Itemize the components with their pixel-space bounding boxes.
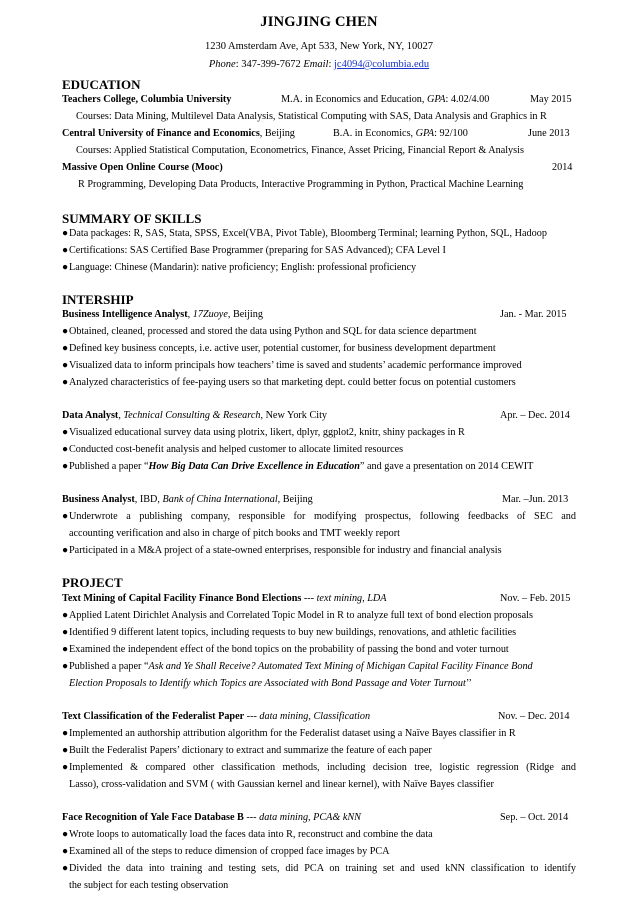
p1-header: Text Mining of Capital Facility Finance Bond Elections --- text mining, LDA — [62, 593, 387, 604]
job1-item: ●Defined key business concepts, i.e. active user, potential customer, for business development department — [62, 343, 496, 354]
candidate-name: JINGJING CHEN — [260, 14, 378, 30]
skill-item: ●Language: Chinese (Mandarin): native proficiency; English: professional proficiency — [62, 262, 417, 273]
tc-school: Teachers College, Columbia University — [62, 94, 232, 105]
email-link[interactable]: jc4094@columbia.edu — [334, 59, 430, 70]
job2-header: Data Analyst, Technical Consulting & Research, New York City — [62, 410, 327, 421]
job1-item: ●Analyzed characteristics of fee-paying users so that marketing dept. could better focus on potential customers — [62, 377, 516, 388]
skill-item: ●Certifications: SAS Certified Base Programmer (preparing for SAS Advanced); CFA Level I — [62, 245, 446, 256]
tc-degree: M.A. in Economics and Education, GPA: 4.02/4.00 — [281, 94, 490, 105]
phone: 347-399-7672 — [241, 59, 301, 70]
tc-date: May 2015 — [530, 94, 572, 105]
p3-item: ●Divided the data into training and testing sets, did PCA on training set and used kNN classification to identify — [62, 863, 576, 874]
p2-date: Nov. – Dec. 2014 — [498, 711, 570, 722]
skills-heading: SUMMARY OF SKILLS — [62, 211, 202, 226]
job3-item: ●Participated in a M&A project of a state-owned enterprises, responsible for industry and financial analysis — [62, 545, 502, 556]
cufe-courses: Courses: Applied Statistical Computation, Econometrics, Finance, Asset Pricing, Financial Report & Analysis — [76, 145, 524, 156]
phone-label: Phone — [208, 59, 236, 70]
p1-item: ●Identified 9 different latent topics, including requests to buy new buildings, renovations, and athletic facilities — [62, 627, 517, 638]
cufe-school: Central University of Finance and Economics, Beijing — [62, 128, 295, 139]
job2-item: ●Published a paper “How Big Data Can Drive Excellence in Education” and gave a presentation on 2014 CEWIT — [62, 461, 534, 472]
contact-line: Phone: 347-399-7672 Email: jc4094@columbia.edu — [208, 59, 430, 70]
p1-date: Nov. – Feb. 2015 — [500, 593, 571, 604]
mooc-courses: R Programming, Developing Data Products, Interactive Programming in Python, Practical Machine Learning — [78, 179, 524, 190]
p2-item-cont: Lasso), cross-validation and SVM ( with Gaussian kernel and linear kernel), with Naïve Bayes classifier — [69, 779, 494, 790]
p1-item-cont: Election Proposals to Identify which Topics are Associated with Bond Passage and Voter Turnout’’ — [69, 678, 472, 689]
p3-header: Face Recognition of Yale Face Database B --- data mining, PCA& kNN — [62, 812, 361, 823]
p1-item: ●Applied Latent Dirichlet Analysis and Correlated Topic Model in R to analyze full text of bond election proposals — [62, 610, 533, 621]
p1-item: ●Published a paper “Ask and Ye Shall Receive? Automated Text Mining of Michigan Capital Facility Finance Bond — [62, 661, 533, 672]
mooc-date: 2014 — [552, 162, 573, 173]
tc-courses: Courses: Data Mining, Multilevel Data Analysis, Statistical Computing with SAS, Data Analysis and Graphics in R — [76, 111, 547, 122]
job3-item: ●Underwrote a publishing company, responsible for modifying prospectus, following feedbacks of SEC and — [62, 511, 576, 522]
job3-item-cont: accounting verification and also in charge of pitch books and TMT weekly report — [69, 528, 400, 539]
job1-item: ●Visualized data to inform principals how teachers’ time is saved and students’ academic performance improved — [62, 360, 522, 371]
email-label: Email — [303, 59, 329, 70]
cufe-date: June 2013 — [528, 128, 570, 139]
job3-date: Mar. –Jun. 2013 — [502, 494, 569, 505]
job2-item: ●Conducted cost-benefit analysis and helped customer to allocate limited resources — [62, 444, 404, 455]
education-heading: EDUCATION — [62, 77, 141, 92]
job1-header: Business Intelligence Analyst, 17Zuoye, Beijing — [62, 309, 263, 320]
address: 1230 Amsterdam Ave, Apt 533, New York, NY, 10027 — [205, 41, 433, 52]
p3-date: Sep. – Oct. 2014 — [500, 812, 569, 823]
p2-item: ●Implemented & compared other classification methods, including decision tree, logistic regression (Ridge and — [62, 762, 576, 773]
p2-item: ●Built the Federalist Papers’ dictionary to extract and summarize the feature of each paper — [62, 745, 432, 756]
job3-header: Business Analyst, IBD, Bank of China International, Beijing — [62, 494, 313, 505]
job1-item: ●Obtained, cleaned, processed and stored the data using Python and SQL for data science department — [62, 326, 477, 337]
job2-date: Apr. – Dec. 2014 — [500, 410, 570, 421]
p2-header: Text Classification of the Federalist Paper --- data mining, Classification — [62, 711, 371, 722]
job1-date: Jan. - Mar. 2015 — [500, 309, 567, 320]
job2-item: ●Visualized educational survey data using plotrix, likert, dplyr, ggplot2, knitr, shiny packages in R — [62, 427, 465, 438]
project-heading: PROJECT — [62, 575, 123, 590]
skill-item: ●Data packages: R, SAS, Stata, SPSS, Excel(VBA, Pivot Table), Bloomberg Terminal; learning Python, SQL, Hadoop — [62, 228, 547, 239]
p2-item: ●Implemented an authorship attribution algorithm for the Federalist dataset using a Naïve Bayes classifier in R — [62, 728, 516, 739]
p3-item: ●Examined all of the steps to reduce dimension of cropped face images by PCA — [62, 846, 390, 857]
p1-item: ●Examined the independent effect of the bond topics on the probability of passing the bond and voter turnout — [62, 644, 509, 655]
mooc-school: Massive Open Online Course (Mooc) — [62, 162, 223, 173]
p3-item: ●Wrote loops to automatically load the faces data into R, reconstruct and combine the data — [62, 829, 433, 840]
p3-item-cont: the subject for each testing observation — [69, 880, 229, 891]
internship-heading: INTERSHIP — [62, 292, 134, 307]
cufe-degree: B.A. in Economics, GPA: 92/100 — [333, 128, 468, 139]
